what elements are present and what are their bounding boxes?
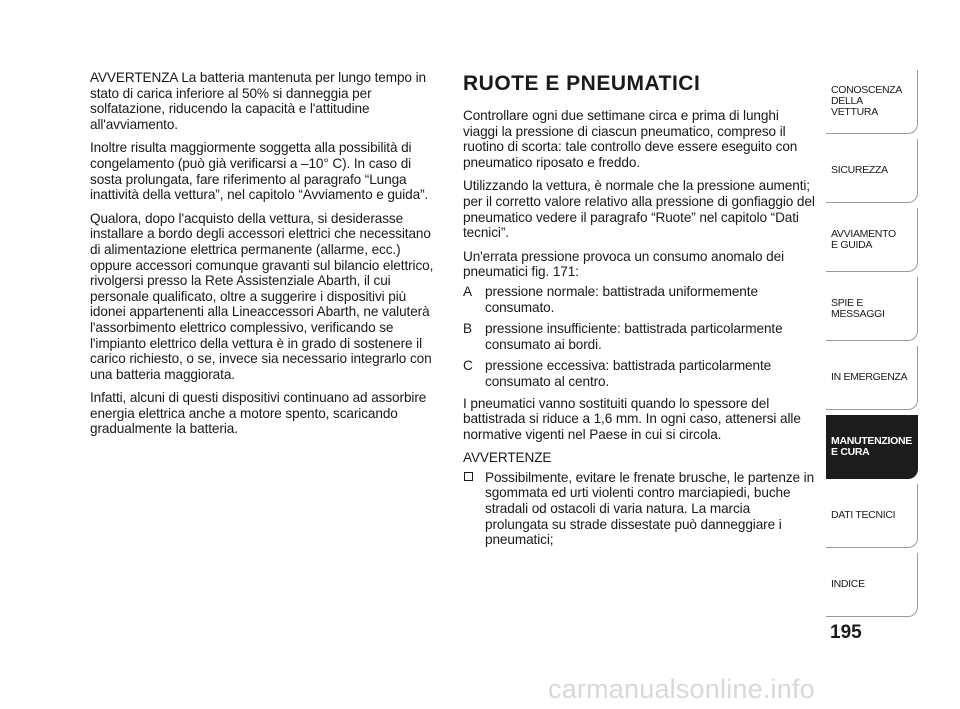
tab-conoscenza-della-vettura[interactable]: CONOSCENZA DELLA VETTURA: [826, 70, 918, 134]
item-text: pressione insufficiente: battistrada particolarmente consumato ai bordi.: [485, 321, 783, 352]
item-text: pressione eccessiva: battistrada particolarmente consumato al centro.: [485, 358, 772, 389]
bullet-item: [463, 470, 815, 548]
page-number: 195: [830, 622, 862, 643]
accessories-paragraph: Qualora, dopo l'acquisto della vettura, si desiderasse installare a bordo degli accessori elettrici che necessitano di alimentazione elettrica permanente (allarme, ecc.) oppure accessori comunque gravanti sul bilancio elettrico, rivolgersi presso la Rete Assistenziale Abarth, il cui personale qualificato, oltre a suggerire i dispositivi più idonei appartenenti alla Lineaccessori Abarth, ne valuterà l'assorbimento elettrico complessivo, verificando se l'impianto elettrico della vettura è in grado di sostenere il carico richiesto, o se, invece sia necessario integrarlo con una batteria maggiorata.: [90, 210, 434, 382]
watermark: carmanualsonline.info: [548, 674, 815, 704]
right-column: [463, 70, 815, 554]
tab-in-emergenza[interactable]: IN EMERGENZA: [826, 346, 918, 410]
item-letter: B: [463, 321, 472, 337]
item-letter: A: [463, 283, 472, 299]
chapter-tabs: [826, 70, 918, 622]
bullet-text: Possibilmente, evitare le frenate brusche, le partenze in sgommata ed urti violenti contro marciapiedi, buche stradali od ostacoli di varia natura. La marcia prolungata su strade dissestate può danneggiare i pneumatici;: [485, 469, 815, 548]
list-item: [463, 358, 815, 389]
intro-paragraph: Un'errata pressione provoca un consumo anomalo dei pneumatici fig. 171:: [463, 248, 785, 280]
intro-paragraph: Utilizzando la vettura, è normale che la pressione aumenti; per il corretto valore relativo alla pressione di gonfiaggio del pneumatico vedere il paragrafo “Ruote” nel capitolo “Dati tecnici”.: [463, 178, 815, 241]
item-letter: C: [463, 358, 473, 374]
tab-spie-e-messaggi[interactable]: SPIE E MESSAGGI: [826, 277, 918, 341]
freezing-paragraph: Inoltre risulta maggiormente soggetta alla possibilità di congelamento (può già verificarsi a –10° C). In caso di sosta prolungata, fare riferimento al paragrafo “Lunga inattività della vettura”, nel capitolo “Avviamento e guida”.: [90, 140, 429, 203]
battery-warning-paragraph: AVVERTENZA La batteria mantenuta per lungo tempo in stato di carica inferiore al 50% si danneggia per solfatazione, riducendo la capacità e l'attitudine all'avviamento.: [90, 70, 426, 132]
discharge-paragraph: Infatti, alcuni di questi dispositivi continuano ad assorbire energia elettrica anche a motore spento, scaricando gradualmente la batteria.: [90, 390, 427, 437]
list-item: [463, 284, 815, 315]
tab-avviamento-e-guida[interactable]: AVVIAMENTO E GUIDA: [826, 208, 918, 272]
checkbox-bullet-icon: [464, 472, 473, 481]
left-column: [90, 70, 435, 445]
section-title: RUOTE E PNEUMATICI: [463, 72, 701, 95]
item-text: pressione normale: battistrada uniformemente consumato.: [485, 283, 758, 315]
warnings-label: AVVERTENZE: [463, 450, 552, 466]
intro-paragraph: Controllare ogni due settimane circa e prima di lunghi viaggi la pressione di ciascun pneumatico, compreso il ruotino di scorta: tale controllo deve essere eseguito con pneumatico riposato e freddo.: [463, 108, 798, 170]
tab-sicurezza[interactable]: SICUREZZA: [826, 139, 918, 203]
list-item: [463, 321, 815, 352]
replacement-paragraph: I pneumatici vanno sostituiti quando lo spessore del battistrada si riduce a 1,6 mm. In ogni caso, attenersi alle normative vigenti nel Paese in cui si circola.: [463, 395, 801, 442]
tab-dati-tecnici[interactable]: DATI TECNICI: [826, 484, 918, 548]
tab-manutenzione-e-cura[interactable]: MANUTENZIONE E CURA: [826, 415, 918, 479]
tab-indice[interactable]: INDICE: [826, 553, 918, 617]
